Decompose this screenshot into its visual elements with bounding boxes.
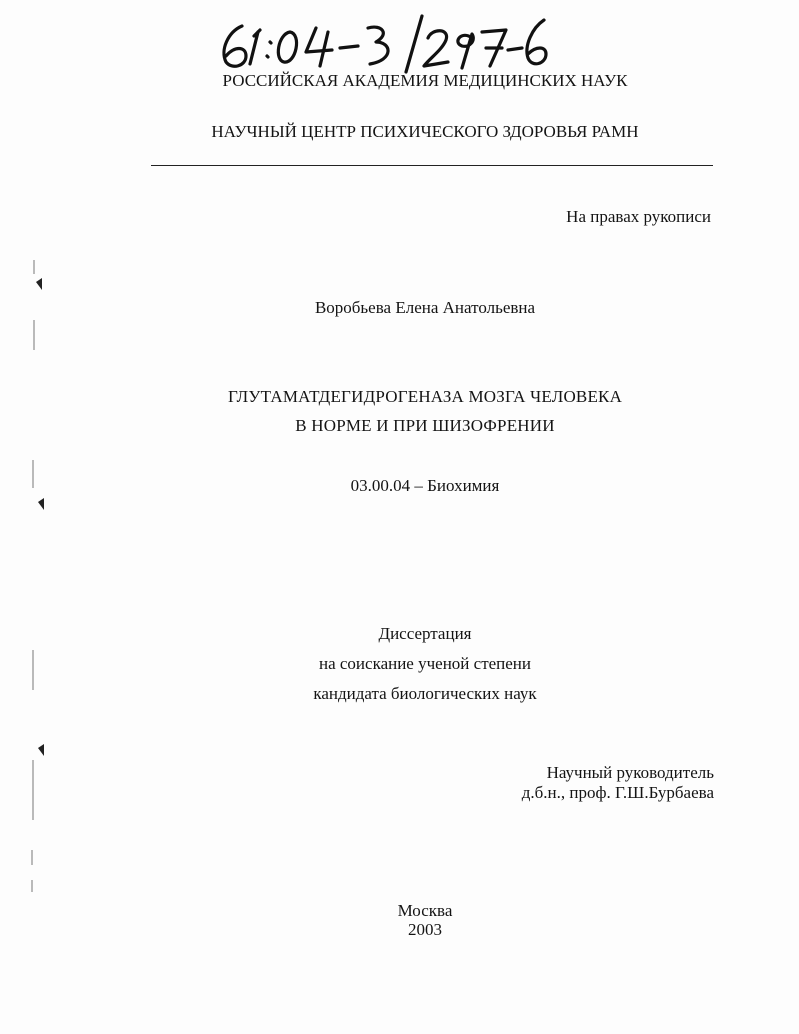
handwritten-code-drawing [210, 10, 550, 76]
specialty-code: 03.00.04 – Биохимия [350, 476, 500, 495]
year: 2003 [408, 920, 442, 939]
degree-name: кандидата биологических наук [313, 684, 537, 703]
supervisor-name: д.б.н., проф. Г.Ш.Бурбаева [521, 783, 714, 802]
handwritten-catalog-code [210, 10, 550, 76]
supervisor-role: Научный руководитель [546, 763, 714, 782]
thesis-title-line-1: ГЛУТАМАТДЕГИДРОГЕНАЗА МОЗГА ЧЕЛОВЕКА [227, 387, 623, 406]
author-name: Воробьева Елена Анатольевна [314, 298, 536, 317]
research-center-name: НАУЧНЫЙ ЦЕНТР ПСИХИЧЕСКОГО ЗДОРОВЬЯ РАМН [211, 122, 639, 141]
degree-purpose: на соискание ученой степени [318, 654, 532, 673]
header-divider [151, 165, 713, 166]
thesis-title-line-2: В НОРМЕ И ПРИ ШИЗОФРЕНИИ [295, 416, 555, 435]
scan-edge-marks [28, 260, 52, 900]
dissertation-label: Диссертация [378, 624, 472, 643]
academy-name: РОССИЙСКАЯ АКАДЕМИЯ МЕДИЦИНСКИХ НАУК [222, 71, 628, 90]
city: Москва [397, 901, 453, 920]
rights-note: На правах рукописи [566, 207, 711, 226]
